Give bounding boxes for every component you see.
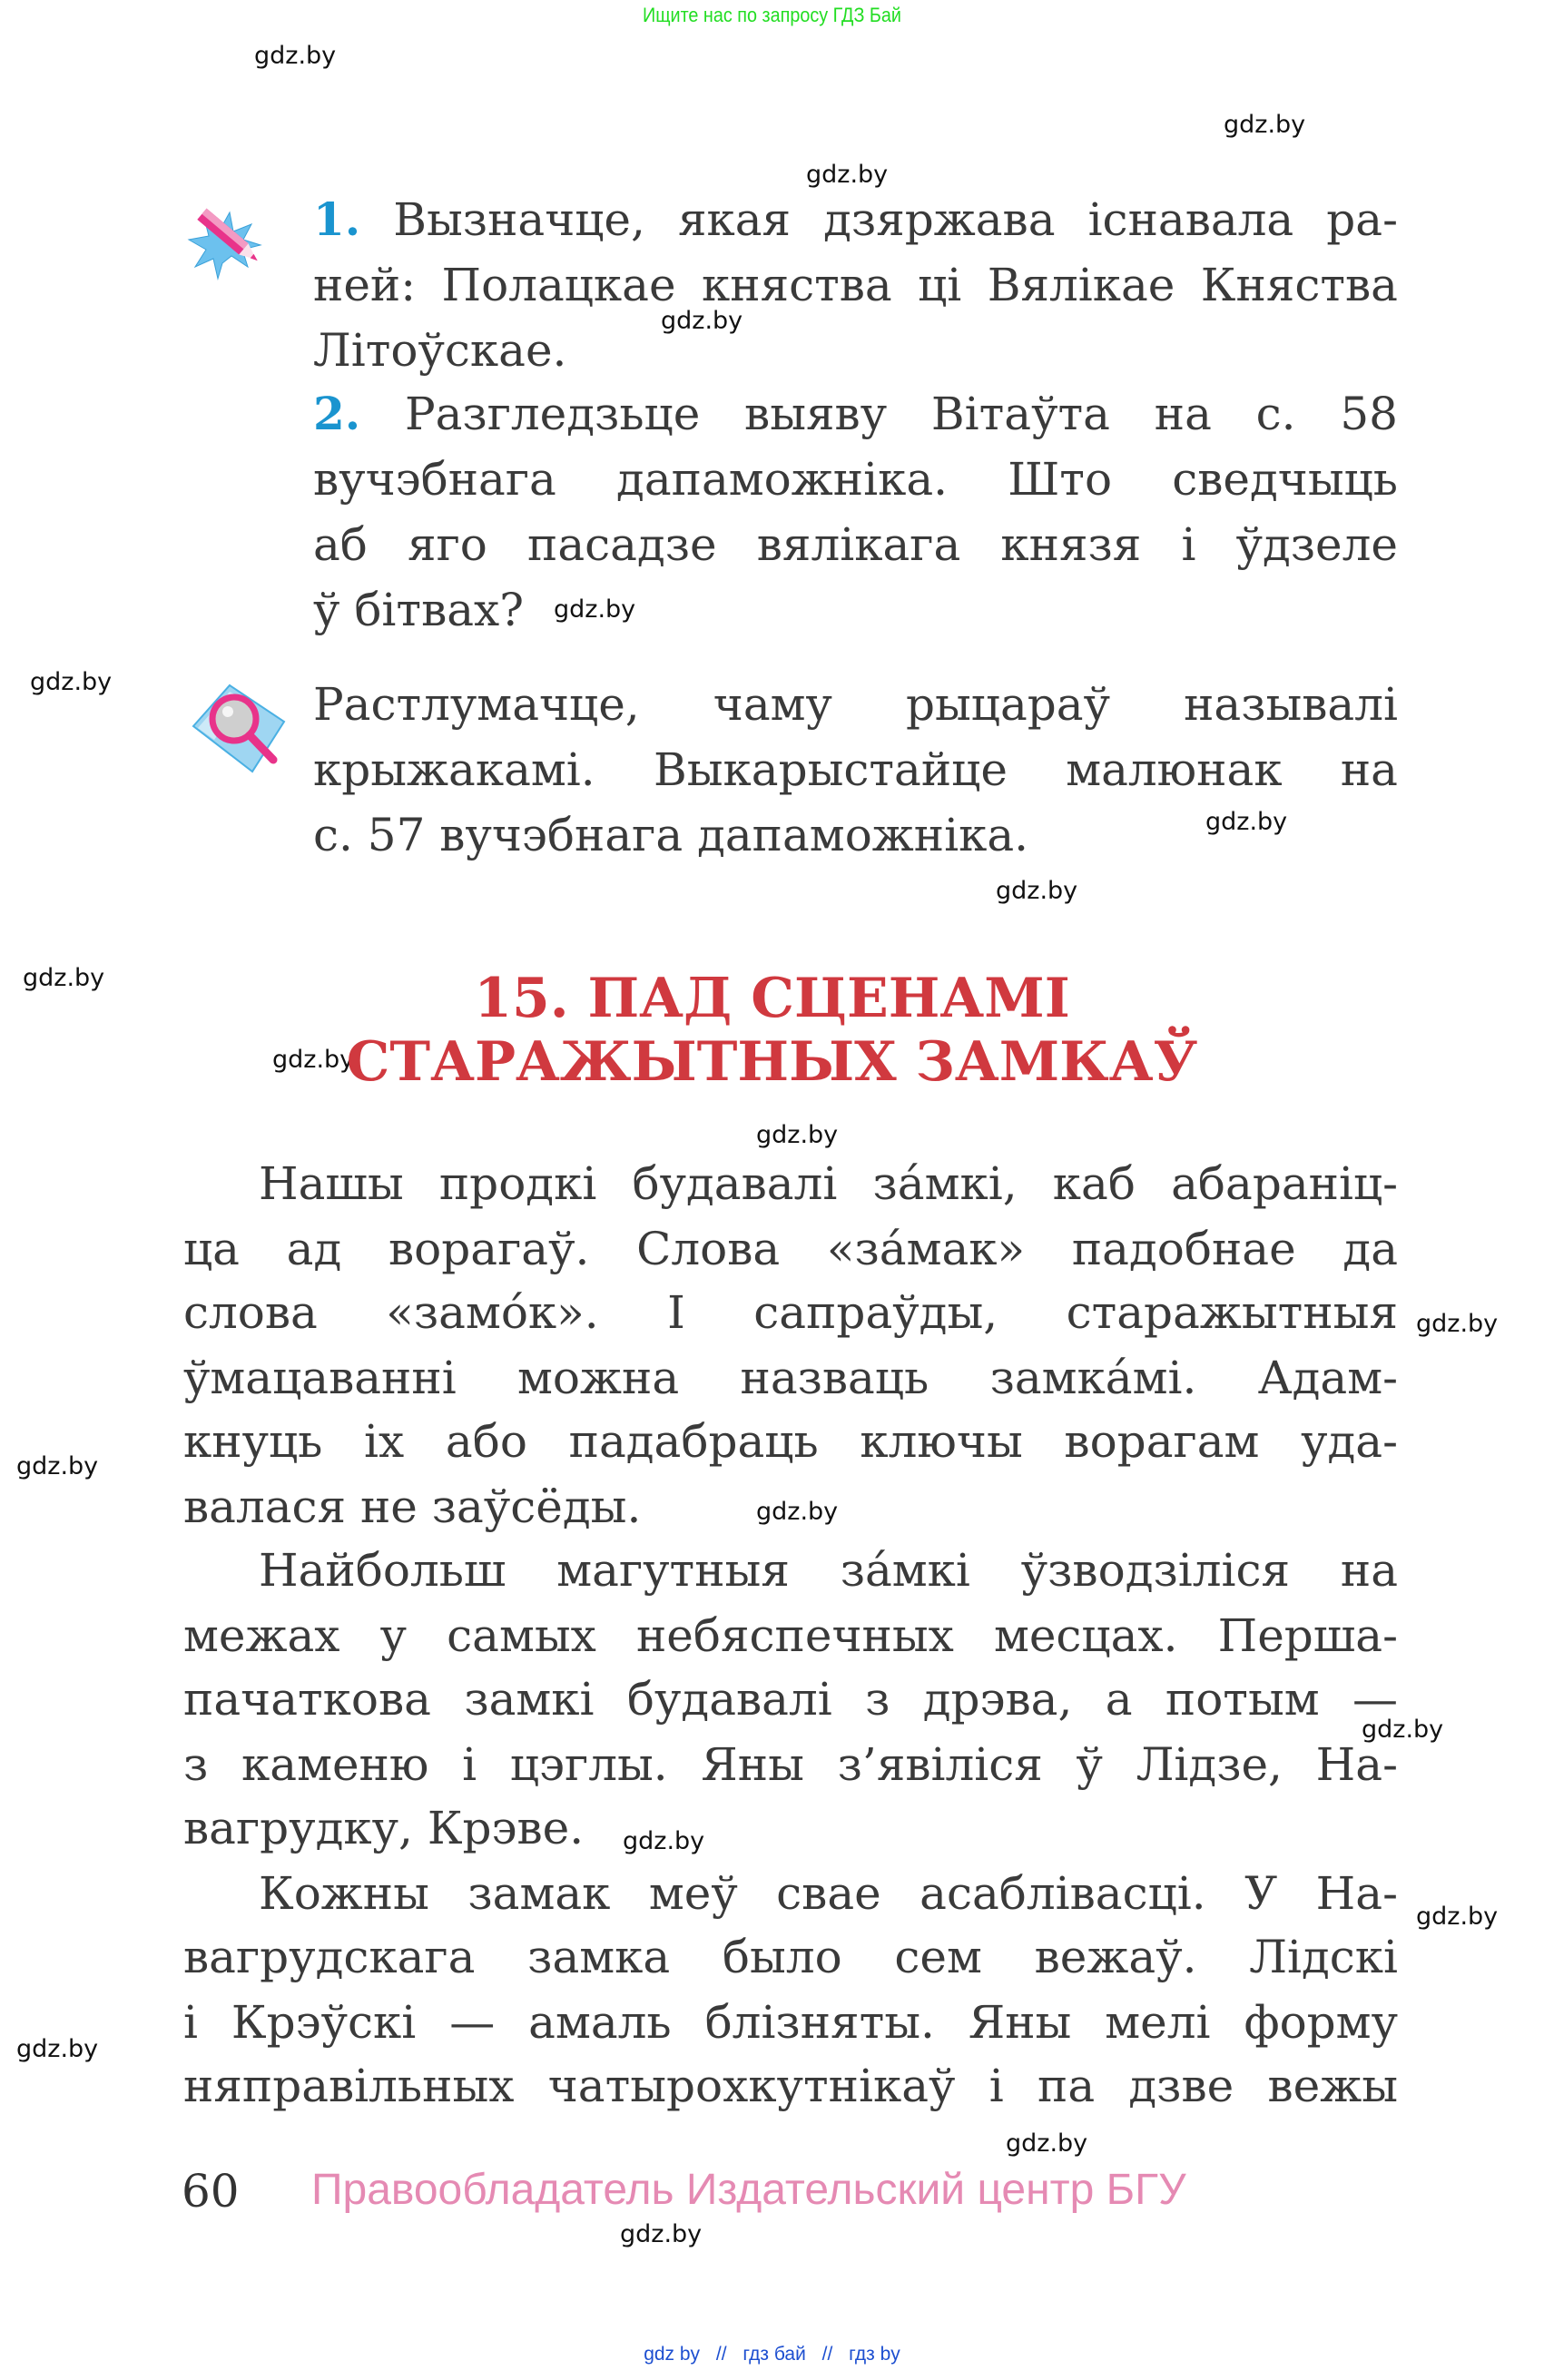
pencil-star-icon: [186, 192, 290, 283]
watermark: gdz.by: [620, 2220, 703, 2248]
watermark: gdz.by: [16, 2035, 99, 2063]
task-line: Літоўскае.: [313, 324, 567, 377]
task-number: 1.: [313, 192, 361, 246]
research-line: Растлумачце, чаму рыцараў называлі: [313, 678, 1398, 731]
paragraph-line: ўмацаванні можна назваць замка́мі. Адам-: [183, 1352, 1398, 1404]
research-line: с. 57 вучэбнага дапаможніка.: [313, 809, 1029, 861]
chapter-title-line1: 15. ПАД СЦЕНАМІ: [474, 967, 1070, 1030]
watermark: gdz.by: [1006, 2129, 1088, 2158]
watermark: gdz.by: [1205, 808, 1288, 836]
paragraph-line: няправільных чатырохкутнікаў і па дзве вежы: [183, 2060, 1398, 2112]
watermark: gdz.by: [1416, 1310, 1499, 1338]
copyright-notice: Правообладатель Издательский центр БГУ: [311, 2166, 1186, 2214]
task-line: 2. Разгледзьце выяву Вітаўта на с. 58: [313, 387, 1398, 440]
watermark: gdz.by: [30, 668, 113, 696]
paragraph-line: валася не заўсёды.: [183, 1480, 642, 1533]
task-line: вучэбнага дапаможніка. Што сведчыць: [313, 453, 1398, 506]
watermark: gdz.by: [272, 1046, 355, 1074]
link-gdz-bai[interactable]: гдз бай: [742, 2344, 806, 2365]
paragraph-line: пачаткова замкі будавалі з дрэва, а потым —: [183, 1673, 1398, 1726]
magnifier-book-icon: [180, 672, 298, 781]
task-line: ў бітвах?: [313, 584, 525, 636]
task-number: 2.: [313, 387, 361, 440]
paragraph-line: вагрудскага замка было сем вежаў. Лідскі: [183, 1931, 1398, 1983]
paragraph-line: Нашы продкі будавалі за́мкі, каб абараніц-: [259, 1157, 1398, 1210]
watermark: gdz.by: [756, 1498, 839, 1526]
chapter-title-line2: СТАРАЖЫТНЫХ ЗАМКАЎ: [346, 1030, 1198, 1094]
paragraph-line: слова «замо́к». І сапраўды, старажытныя: [183, 1286, 1398, 1339]
bottom-links: [0, 2344, 1544, 2365]
link-gdz-by-cyr[interactable]: гдз by: [849, 2344, 900, 2365]
watermark: gdz.by: [756, 1121, 839, 1149]
separator: //: [715, 2344, 727, 2365]
research-line: крыжакамі. Выкарыстайце малюнак на: [313, 743, 1398, 796]
watermark: gdz.by: [1362, 1716, 1444, 1744]
watermark: gdz.by: [806, 161, 889, 189]
watermark: gdz.by: [661, 307, 743, 335]
search-banner: Ищите нас по запросу ГДЗ Бай: [642, 4, 901, 26]
paragraph-line: ца ад ворагаў. Слова «за́мак» падобнае да: [183, 1223, 1398, 1275]
watermark: gdz.by: [623, 1827, 705, 1855]
watermark: gdz.by: [1416, 1903, 1499, 1931]
watermark: gdz.by: [554, 595, 636, 624]
paragraph-line: і Крэўскі — амаль блізняты. Яны мелі форму: [183, 1996, 1398, 2049]
paragraph-line: вагрудку, Крэве.: [183, 1802, 585, 1854]
watermark: gdz.by: [996, 877, 1078, 905]
paragraph-line: Найбольш магутныя за́мкі ўзводзіліся на: [259, 1544, 1398, 1597]
link-gdz-by[interactable]: gdz by: [644, 2344, 701, 2365]
page-number: 60: [182, 2165, 240, 2218]
watermark: gdz.by: [254, 42, 337, 70]
watermark: gdz.by: [1224, 111, 1306, 139]
watermark: gdz.by: [23, 964, 105, 992]
watermark: gdz.by: [16, 1452, 99, 1480]
task-line: ней: Полацкае княства ці Вялікае Княства: [313, 259, 1398, 311]
task-line: 1. Вызначце, якая дзяржава існавала ра-: [313, 192, 1398, 246]
paragraph-line: з каменю і цэглы. Яны з’явіліся ў Лідзе, На-: [183, 1738, 1398, 1791]
paragraph-line: кнуць іх або падабраць ключы ворагам уда-: [183, 1415, 1398, 1468]
paragraph-line: Кожны замак меў свае асаблівасці. У На-: [259, 1867, 1398, 1920]
paragraph-line: межах у самых небяспечных месцах. Перша-: [183, 1609, 1398, 1662]
task-line: аб яго пасадзе вялікага князя і ўдзеле: [313, 518, 1398, 571]
separator: //: [821, 2344, 833, 2365]
